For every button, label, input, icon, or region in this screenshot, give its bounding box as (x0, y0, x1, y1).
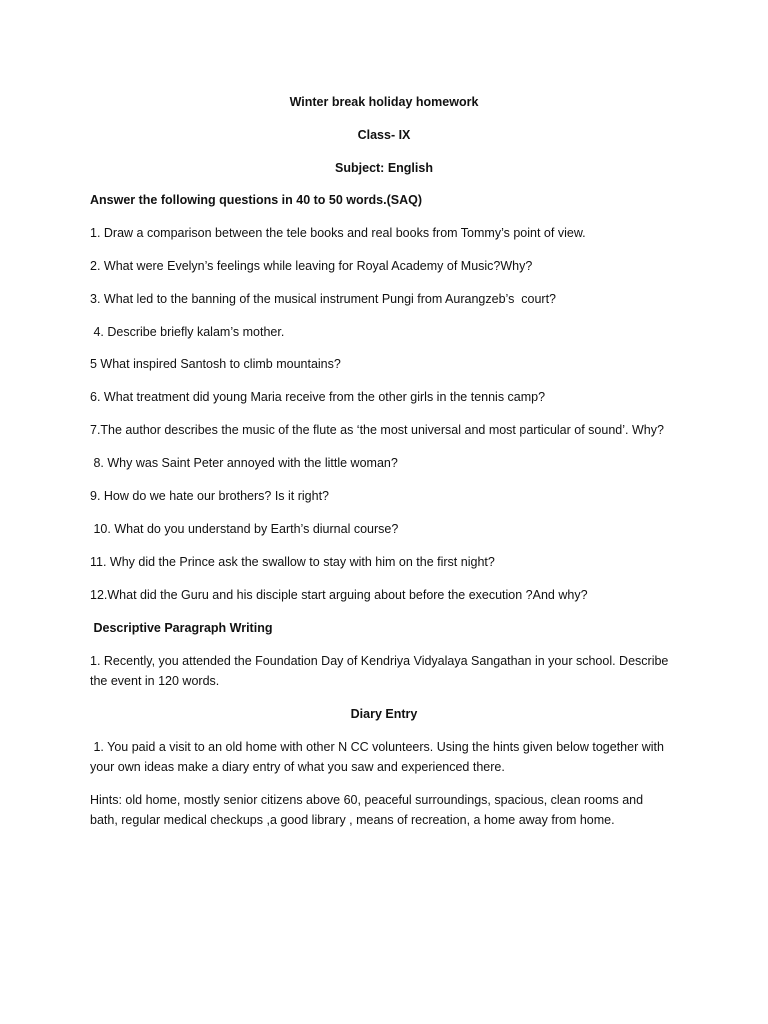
saq-heading: Answer the following questions in 40 to 50 words.(SAQ) (90, 193, 422, 207)
question-2: 2. What were Evelyn’s feelings while leaving for Royal Academy of Music?Why? (90, 259, 533, 273)
descriptive-heading: Descriptive Paragraph Writing (90, 621, 273, 635)
class-label: Class- IX (357, 128, 411, 142)
diary-question-line-2: your own ideas make a diary entry of what you saw and experienced there. (90, 760, 505, 774)
question-8: 8. Why was Saint Peter annoyed with the little woman? (90, 456, 398, 470)
question-1: 1. Draw a comparison between the tele books and real books from Tommy’s point of view. (90, 226, 586, 240)
question-10: 10. What do you understand by Earth’s diurnal course? (90, 522, 399, 536)
question-9: 9. How do we hate our brothers? Is it right? (90, 489, 330, 503)
descriptive-question-line-2: the event in 120 words. (90, 674, 220, 688)
descriptive-question-line-1: 1. Recently, you attended the Foundation Day of Kendriya Vidyalaya Sangathan in your school. Describe (90, 654, 669, 668)
question-3: 3. What led to the banning of the musical instrument Pungi from Aurangzeb’s court? (90, 292, 557, 306)
hints-line-1: Hints: old home, mostly senior citizens above 60, peaceful surroundings, spacious, clean rooms and (90, 793, 644, 807)
question-12: 12.What did the Guru and his disciple start arguing about before the execution ?And why? (90, 588, 588, 602)
document-title: Winter break holiday homework (289, 95, 479, 109)
diary-question-line-1: 1. You paid a visit to an old home with other N CC volunteers. Using the hints given below together with (90, 740, 664, 754)
hints-line-2: bath, regular medical checkups ,a good library , means of recreation, a home away from home. (90, 813, 615, 827)
question-4: 4. Describe briefly kalam’s mother. (90, 325, 285, 339)
subject-label: Subject: English (335, 161, 433, 175)
diary-heading: Diary Entry (350, 707, 418, 721)
question-11: 11. Why did the Prince ask the swallow to stay with him on the first night? (90, 555, 495, 569)
question-7: 7.The author describes the music of the flute as ‘the most universal and most particular of sound’. Why? (90, 423, 664, 437)
question-6: 6. What treatment did young Maria receive from the other girls in the tennis camp? (90, 390, 546, 404)
question-5: 5 What inspired Santosh to climb mountains? (90, 357, 341, 371)
